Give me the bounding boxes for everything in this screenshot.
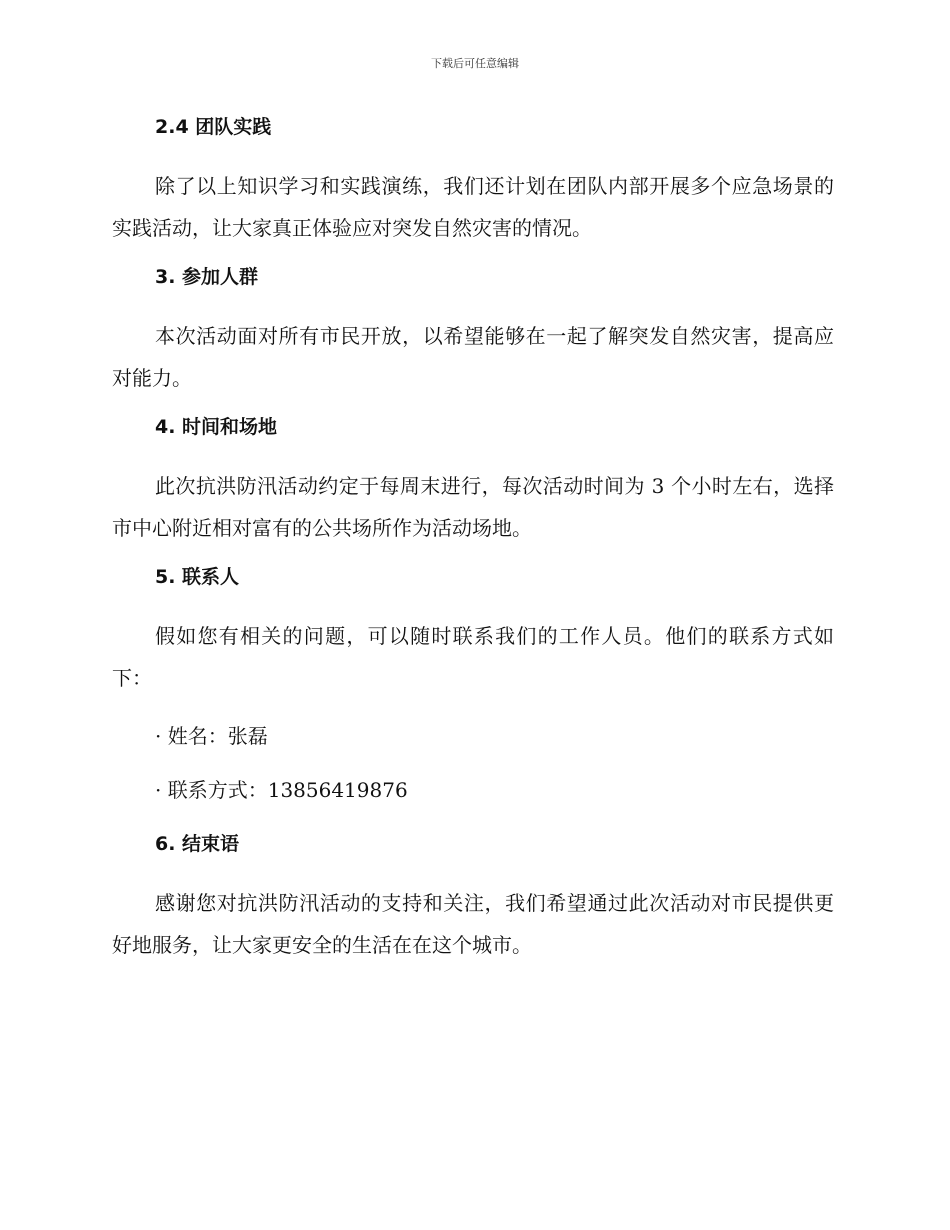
section-heading: 2.4 团队实践 — [155, 116, 272, 138]
contact-phone-item: · 联系方式：13856419876 — [155, 778, 408, 802]
section-time-and-venue — [112, 412, 834, 549]
section-paragraph: 此次抗洪防汛活动约定于每周末进行，每次活动时间为 3 个小时左右，选择市中心附近相对富有的公共场所作为活动场地。 — [112, 474, 834, 540]
section-heading: 4. 时间和场地 — [155, 416, 278, 438]
section-heading: 6. 结束语 — [155, 833, 240, 855]
section-contact — [112, 562, 834, 805]
section-team-practice — [112, 112, 834, 249]
document-body — [112, 112, 834, 966]
section-heading: 3. 参加人群 — [155, 266, 259, 288]
contact-name-item: · 姓名：张磊 — [155, 724, 268, 748]
section-participants — [112, 262, 834, 399]
header-note: 下载后可任意编辑 — [431, 57, 519, 70]
section-heading: 5. 联系人 — [155, 566, 240, 588]
section-paragraph: 本次活动面对所有市民开放，以希望能够在一起了解突发自然灾害，提高应对能力。 — [112, 324, 834, 390]
section-closing — [112, 829, 834, 966]
section-paragraph: 假如您有相关的问题，可以随时联系我们的工作人员。他们的联系方式如下： — [112, 624, 834, 690]
section-paragraph: 除了以上知识学习和实践演练，我们还计划在团队内部开展多个应急场景的实践活动，让大家真正体验应对突发自然灾害的情况。 — [112, 174, 834, 240]
section-paragraph: 感谢您对抗洪防汛活动的支持和关注，我们希望通过此次活动对市民提供更好地服务，让大家更安全的生活在在这个城市。 — [112, 891, 834, 957]
